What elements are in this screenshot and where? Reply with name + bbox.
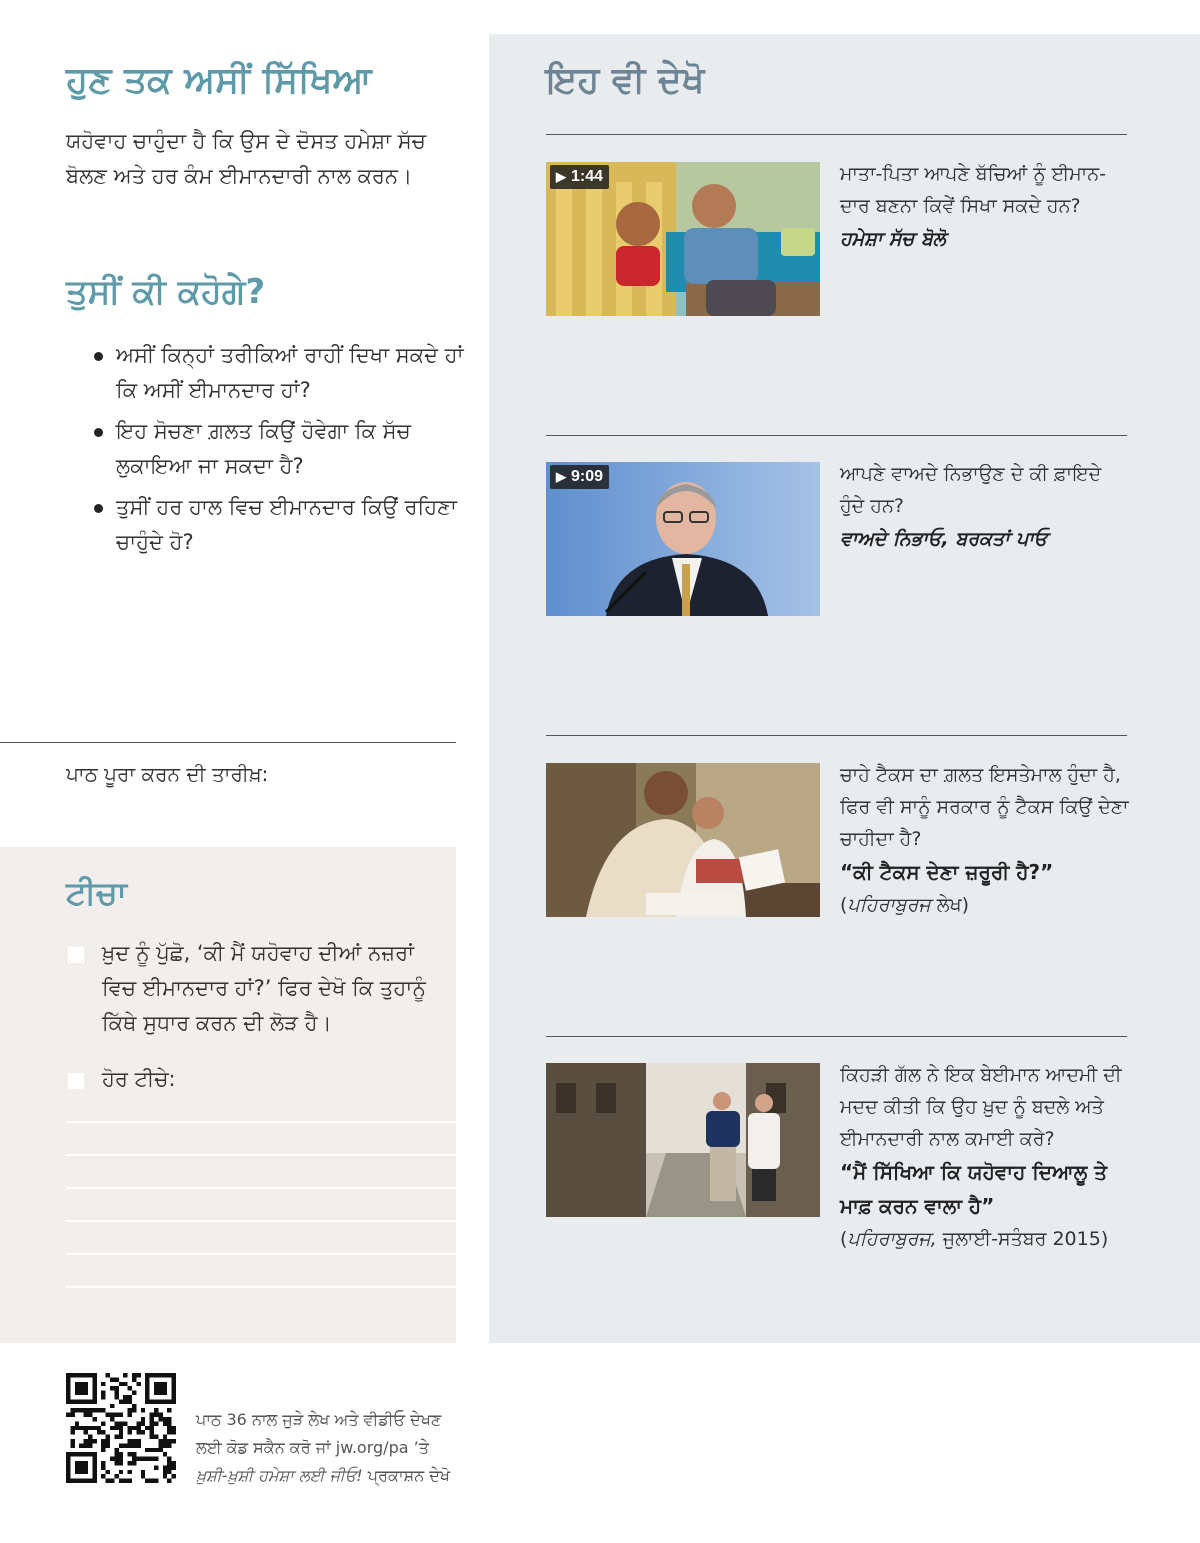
goal-writing-line[interactable] (66, 1220, 456, 1222)
goal-checkbox[interactable] (68, 947, 84, 963)
card-question: ਆਪਣੇ ਵਾਅਦੇ ਨਿਭਾਉਣ ਦੇ ਕੀ ਫ਼ਾਇਦੇ ਹੁੰਦੇ ਹਨ? (840, 463, 1102, 517)
play-icon: ▶ (556, 469, 566, 484)
question-item: ਅਸੀਂ ਕਿਨ੍ਹਾਂ ਤਰੀਕਿਆਂ ਰਾਹੀਂ ਦਿਖਾ ਸਕਦੇ ਹਾਂ ਕਿ ਅਸੀਂ ਈਮਾਨਦਾਰ ਹਾਂ? (92, 338, 472, 408)
card-source: (ਪਹਿਰਾਬੁਰਜ, ਜੁਲਾਈ-ਸਤੰਬਰ 2015) (840, 1228, 1109, 1250)
card-divider (546, 735, 1127, 736)
card-divider (546, 1036, 1127, 1037)
goal-writing-line[interactable] (66, 1154, 456, 1156)
card-divider (546, 134, 1127, 135)
duration-badge: ▶ 9:09 (550, 465, 609, 489)
summary-text: ਯਹੋਵਾਹ ਚਾਹੁੰਦਾ ਹੈ ਕਿ ਉਸ ਦੇ ਦੋਸਤ ਹਮੇਸ਼ਾ ਸੱਚ ਬੋਲਣ ਅਤੇ ਹਰ ਕੰਮ ਈਮਾਨਦਾਰੀ ਨਾਲ ਕਰਨ। (66, 129, 426, 188)
goal-writing-line[interactable] (66, 1121, 456, 1123)
couple-doing-taxes-image (546, 763, 820, 917)
summary-heading: ਹੁਣ ਤਕ ਅਸੀਂ ਸਿੱਖਿਆ (66, 60, 372, 101)
card-title-link[interactable]: “ਮੈਂ ਸਿੱਖਿਆ ਕਿ ਯਹੋਵਾਹ ਦਿਆਲੂ ਤੇ ਮਾਫ਼ ਕਰਨ ਵਾਲਾ ਹੈ” (840, 1160, 1108, 1218)
article-thumbnail[interactable] (546, 1063, 820, 1217)
play-icon: ▶ (556, 169, 566, 184)
goal-writing-line[interactable] (66, 1286, 456, 1288)
couple-walking-street-image (546, 1063, 820, 1217)
goal-item (66, 936, 446, 1041)
questions-list (92, 338, 472, 566)
goal-text: ਖ਼ੁਦ ਨੂੰ ਪੁੱਛੋ, ‘ਕੀ ਮੈਂ ਯਹੋਵਾਹ ਦੀਆਂ ਨਜ਼ਰਾਂ ਵਿਚ ਈਮਾਨਦਾਰ ਹਾਂ?’ ਫਿਰ ਦੇਖੋ ਕਿ ਤੁਹਾਨੂੰ ਕਿੱਥੇ ਸੁਧਾਰ ਕਰਨ ਦੀ ਲੋੜ ਹੈ। (102, 941, 426, 1035)
question-item: ਇਹ ਸੋਚਣਾ ਗ਼ਲਤ ਕਿਉਂ ਹੋਵੇਗਾ ਕਿ ਸੱਚ ਲੁਕਾਇਆ ਜਾ ਸਕਦਾ ਹੈ? (92, 414, 472, 484)
footer-text: ਪਾਠ 36 ਨਾਲ ਜੁੜੇ ਲੇਖ ਅਤੇ ਵੀਡੀਓ ਦੇਖਣ ਲਈ ਕੋਡ ਸਕੈਨ ਕਰੋ ਜਾਂ jw.org/pa ’ਤੇ ਖ਼ੁਸ਼ੀ-ਖ਼ੁਸ਼ੀ ਹਮੇਸ਼ਾ ਲਈ ਜੀਓ! ਪ੍ਰਕਾਸ਼ਨ ਦੇਖੋ (196, 1410, 451, 1485)
question-item: ਤੁਸੀਂ ਹਰ ਹਾਲ ਵਿਚ ਈਮਾਨਦਾਰ ਕਿਉਂ ਰਹਿਣਾ ਚਾਹੁੰਦੇ ਹੋ? (92, 490, 472, 560)
qr-code-icon[interactable] (66, 1373, 176, 1483)
card-question: ਕਿਹੜੀ ਗੱਲ ਨੇ ਇਕ ਬੇਈਮਾਨ ਆਦਮੀ ਦੀ ਮਦਦ ਕੀਤੀ ਕਿ ਉਹ ਖ਼ੁਦ ਨੂੰ ਬਦਲੇ ਅਤੇ ਈਮਾਨਦਾਰੀ ਨਾਲ ਕਮਾਈ ਕਰੇ? (840, 1064, 1122, 1150)
goal-writing-line[interactable] (66, 1253, 456, 1255)
card-question: ਚਾਹੇ ਟੈਕਸ ਦਾ ਗ਼ਲਤ ਇਸਤੇਮਾਲ ਹੁੰਦਾ ਹੈ, ਫਿਰ ਵੀ ਸਾਨੂੰ ਸਰਕਾਰ ਨੂੰ ਟੈਕਸ ਕਿਉਂ ਦੇਣਾ ਚਾਹੀਦਾ ਹੈ? (840, 764, 1129, 850)
goal-writing-line[interactable] (66, 1187, 456, 1189)
completion-date-label: ਪਾਠ ਪੂਰਾ ਕਰਨ ਦੀ ਤਾਰੀਖ਼: (66, 762, 269, 786)
goal-item-other (66, 1062, 446, 1097)
card-divider (546, 435, 1127, 436)
goal-heading: ਟੀਚਾ (66, 874, 127, 912)
video-thumbnail[interactable] (546, 162, 820, 316)
see-also-heading: ਇਹ ਵੀ ਦੇਖੋ (546, 60, 705, 101)
questions-heading: ਤੁਸੀਂ ਕੀ ਕਹੋਗੇ? (66, 272, 266, 312)
card-title-link[interactable]: ਵਾਅਦੇ ਨਿਭਾਓ, ਬਰਕਤਾਂ ਪਾਓ (840, 528, 1048, 550)
card-title-link[interactable]: “ਕੀ ਟੈਕਸ ਦੇਣਾ ਜ਼ਰੂਰੀ ਹੈ?” (840, 860, 1054, 884)
section-divider (0, 742, 456, 743)
video-thumbnail[interactable] (546, 462, 820, 616)
goal-checkbox[interactable] (68, 1073, 84, 1089)
card-title-link[interactable]: ਹਮੇਸ਼ਾ ਸੱਚ ਬੋਲੋ (840, 228, 946, 250)
card-question: ਮਾਤਾ-ਪਿਤਾ ਆਪਣੇ ਬੱਚਿਆਂ ਨੂੰ ਈਮਾਨ-ਦਾਰ ਬਣਨਾ ਕਿਵੇਂ ਸਿਖਾ ਸਕਦੇ ਹਨ? (840, 163, 1106, 217)
duration-badge: ▶ 1:44 (550, 165, 609, 189)
goal-text: ਹੋਰ ਟੀਚੇ: (102, 1067, 176, 1091)
card-source: (ਪਹਿਰਾਬੁਰਜ ਲੇਖ) (840, 894, 970, 916)
article-thumbnail[interactable] (546, 763, 820, 917)
